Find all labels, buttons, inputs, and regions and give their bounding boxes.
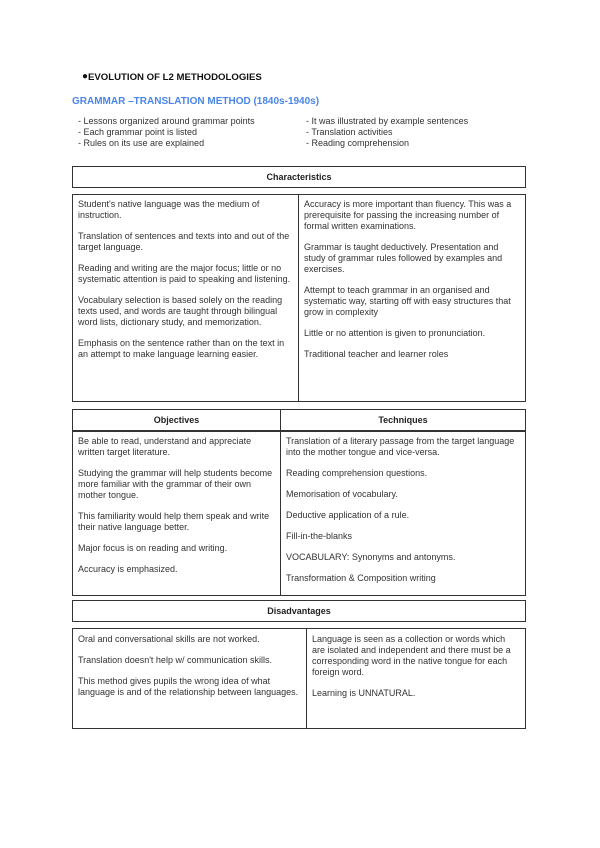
list-item: - Each grammar point is listed [78,127,198,137]
table-cell-text: Studying the grammar will help students become more familiar with the grammar of their own mother tongue. [78,468,273,500]
table-cell-text: Learning is UNNATURAL. [312,688,416,698]
table-cell-text: Accuracy is more important than fluency. This was a prerequisite for passing the increasing number of formal written examinations. [304,199,512,231]
table-cell-text: Reading and writing are the major focus; little or no systematic attention is paid to speaking and listening. [78,263,291,284]
objectives-column [74,434,279,587]
table-cell-text: Reading comprehension questions. [286,468,428,478]
page-title-text: EVOLUTION OF L2 METHODOLOGIES [88,72,262,83]
disadvantages-header: Disadvantages [72,600,526,622]
table-cell-text: Traditional teacher and learner roles [304,349,449,359]
table-cell-text: This method gives pupils the wrong idea of what language is and of the relationship between languages. [78,676,299,697]
list-item: - It was illustrated by example sentences [306,116,469,126]
column-divider [306,628,307,729]
table-cell-text: VOCABULARY: Synonyms and antonyms. [286,552,456,562]
table-cell-text: Fill-in-the-blanks [286,531,353,541]
list-item: - Rules on its use are explained [78,138,205,148]
table-cell-text: Major focus is on reading and writing. [78,543,228,553]
table-cell-text: Vocabulary selection is based solely on the reading texts used, and words are taught through bilingual word lists, dictionary study, and memorization. [78,295,283,327]
list-item: - Lessons organized around grammar points [78,116,255,126]
table-cell-text: Emphasis on the sentence rather than on the text in an attempt to make language learning easier. [78,338,285,359]
column-divider [280,431,281,596]
table-cell-text: This familiarity would help them speak and write their native language better. [78,511,270,532]
table-cell-text: Little or no attention is given to pronunciation. [304,328,486,338]
characteristics-left-column [74,197,296,372]
table-cell-text: Student's native language was the medium of instruction. [78,199,260,220]
intro-left-list [78,116,255,149]
bullet-icon: ● [82,71,89,82]
characteristics-header: Characteristics [72,166,526,188]
table-cell-text: Transformation & Composition writing [286,573,436,583]
objectives-header: Objectives [72,409,281,431]
techniques-column [282,434,524,596]
list-item: - Translation activities [306,127,393,137]
table-cell-text: Oral and conversational skills are not worked. [78,634,260,644]
table-cell-text: Language is seen as a collection or words which are isolated and independent and there must be a corresponding word in the native tongue for each foreign word. [312,634,511,677]
intro-right-list [306,116,468,149]
table-cell-text: Deductive application of a rule. [286,510,410,520]
techniques-header: Techniques [280,409,526,431]
table-cell-text: Accuracy is emphasized. [78,564,178,574]
table-cell-text: Attempt to teach grammar in an organised and systematic way, starting off with easy structures that grow in complexity [304,285,511,317]
table-cell-text: Memorisation of vocabulary. [286,489,398,499]
disadvantages-left-column [74,632,304,710]
list-item: - Reading comprehension [306,138,410,148]
table-cell-text: Be able to read, understand and appreciate written target literature. [78,436,252,457]
column-divider [298,194,299,402]
method-title: GRAMMAR –TRANSLATION METHOD (1840s-1940s) [72,96,320,107]
table-cell-text: Grammar is taught deductively. Presentation and study of grammar rules followed by examples and exercises. [304,242,503,274]
table-cell-text: Translation doesn't help w/ communication skills. [78,655,272,665]
table-cell-text: Translation of sentences and texts into and out of the target language. [78,231,290,252]
disadvantages-right-column [308,632,524,711]
characteristics-right-column [300,197,524,372]
page-title [82,71,262,84]
table-cell-text: Translation of a literary passage from the target language into the mother tongue and vice-versa. [286,436,515,457]
